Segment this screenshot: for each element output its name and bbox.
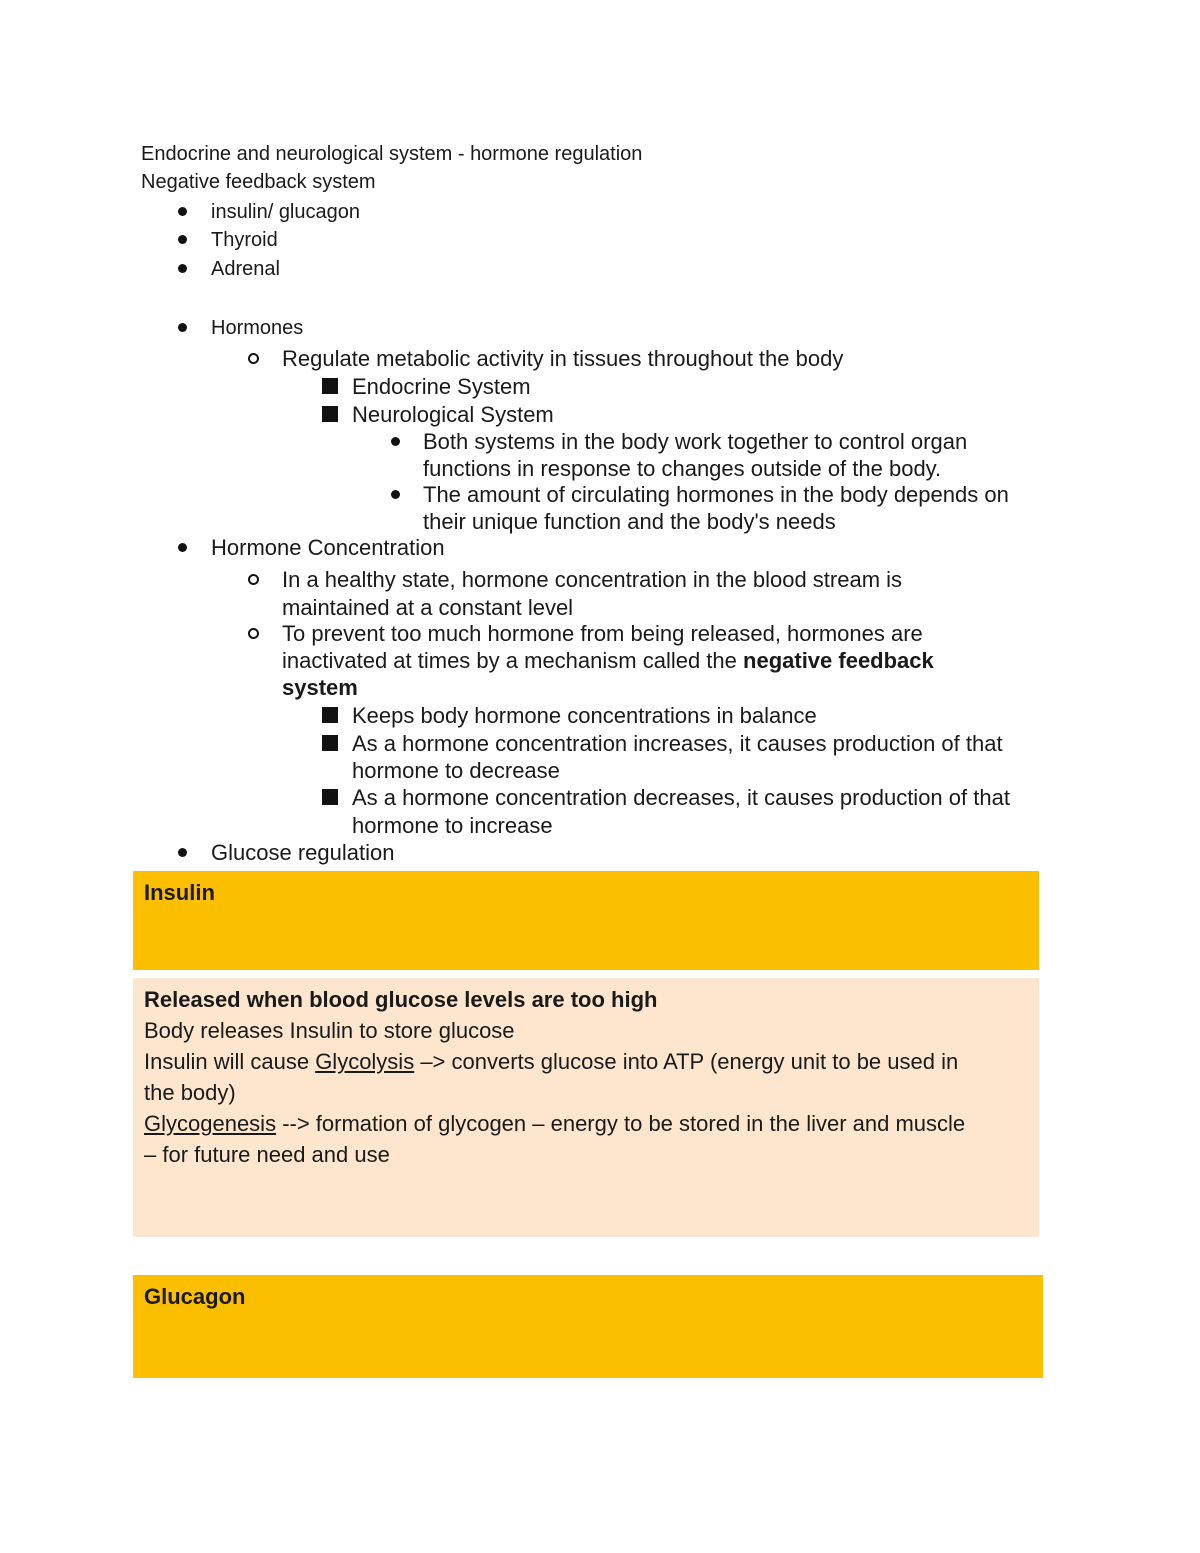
bullet-square-icon (322, 707, 338, 723)
insulin-line4 (144, 1108, 965, 1139)
negative-feedback-bold: negative feedback (743, 648, 934, 673)
bullet-circle-icon (248, 628, 259, 639)
bullet-square-icon (322, 406, 338, 422)
glycolysis-link[interactable]: Glycolysis (315, 1049, 415, 1074)
bullet-disc-icon (178, 323, 187, 332)
prevent-line2-text: inactivated at times by a mechanism called the (282, 648, 744, 673)
bullet-square-icon (322, 378, 338, 394)
document-title: Endocrine and neurological system - hormone regulation (141, 143, 643, 165)
glucagon-header-box (133, 1275, 1043, 1378)
decrease-line2: hormone to increase (352, 813, 553, 838)
glucose-regulation-label: Glucose regulation (211, 840, 395, 865)
hormones-label: Hormones (211, 317, 304, 339)
system-bold: system (282, 675, 358, 700)
bullet-disc-icon (178, 235, 187, 244)
insulin-line1: Body releases Insulin to store glucose (144, 1018, 515, 1043)
both-systems-line2: functions in response to changes outside of the body. (423, 456, 942, 481)
decrease-line1: As a hormone concentration decreases, it causes production of that (352, 785, 1010, 810)
increase-line1: As a hormone concentration increases, it causes production of that (352, 731, 1003, 756)
amount-line1: The amount of circulating hormones in the body depends on (423, 482, 1009, 507)
insulin-line3: the body) (144, 1080, 236, 1105)
hormone-concentration-label: Hormone Concentration (211, 535, 445, 560)
bullet-square-icon (322, 789, 338, 805)
bullet-disc-icon (178, 543, 187, 552)
bullet-square-icon (322, 735, 338, 751)
regulate-text: Regulate metabolic activity in tissues throughout the body (282, 346, 844, 371)
bullet-disc-icon (178, 207, 187, 216)
keeps-balance-text: Keeps body hormone concentrations in balance (352, 703, 817, 728)
insulin-line4-post: --> formation of glycogen – energy to be stored in the liver and muscle (276, 1111, 966, 1136)
glucagon-title: Glucagon (144, 1284, 246, 1309)
healthy-line1: In a healthy state, hormone concentration in the blood stream is (282, 567, 903, 592)
bullet-circle-icon (248, 353, 259, 364)
insulin-title: Insulin (144, 880, 215, 905)
insulin-line5: – for future need and use (144, 1142, 390, 1167)
document-subtitle: Negative feedback system (141, 171, 376, 193)
both-systems-line1: Both systems in the body work together to control organ (423, 429, 968, 454)
list-item: insulin/ glucagon (211, 201, 360, 223)
insulin-content-box (133, 978, 1039, 1237)
bullet-disc-icon (391, 490, 400, 499)
prevent-line2 (282, 647, 934, 674)
insulin-line2 (144, 1046, 958, 1077)
list-item: Thyroid (211, 229, 278, 251)
neurological-system-text: Neurological System (352, 402, 554, 427)
prevent-line3 (282, 674, 358, 701)
bullet-disc-icon (178, 848, 187, 857)
endocrine-system-text: Endocrine System (352, 374, 531, 399)
insulin-header-box (133, 871, 1039, 970)
prevent-line1: To prevent too much hormone from being released, hormones are (282, 621, 923, 646)
insulin-line2-pre: Insulin will cause (144, 1049, 316, 1074)
insulin-line2-post: –> converts glucose into ATP (energy unit to be used in (414, 1049, 959, 1074)
bullet-circle-icon (248, 574, 259, 585)
healthy-line2: maintained at a constant level (282, 595, 574, 620)
bullet-disc-icon (391, 437, 400, 446)
increase-line2: hormone to decrease (352, 758, 560, 783)
bullet-disc-icon (178, 264, 187, 273)
glycogenesis-link[interactable]: Glycogenesis (144, 1111, 277, 1136)
insulin-heading: Released when blood glucose levels are too high (144, 987, 658, 1012)
list-item: Adrenal (211, 258, 280, 280)
amount-line2: their unique function and the body's needs (423, 509, 836, 534)
